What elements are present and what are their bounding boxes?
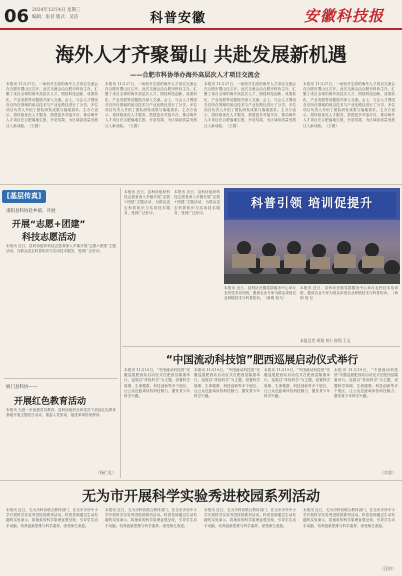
county1-continued-col-2: 本报讯 近日，县科协组织科技志愿者深入乡镇开展“志愿+团建”主题活动，为群众送去科普知识与实用技术服务，受到广泛好评。 [174,190,220,215]
section-label: [基层传真] [6,192,42,200]
section-title: 科普安徽 [150,11,207,26]
story3-col-3: 本报讯 近日，无为市科协联合教体部门，在全市多所中小学开展科学实验秀进校园系列活动。科普老师通过生动有趣的实验演示，将抽象的科学原理直观呈现，引导学生动手动脑，培养创新思维与科学素养，深受师生欢迎。 [204,508,296,528]
news-photo [224,188,400,284]
photo-credit: 本报记者 周翔 刘小 崔翔 王文 [300,338,351,343]
story2-col-1: 本报讯 11月19日，“中国流动科技馆”安徽巡展肥西站启动仪式在肥西县隆重举行。巡展以“体验科学”为主题，设置科学原理、生命健康、科技创新等多个展区，让公众近距离体验科技魅力，激发青少年科学兴趣。 [124,368,190,399]
issue-date: 2024年12月4日 星期三 [32,8,81,13]
divider [120,188,121,478]
county2-body: 本报讯 为进一步加强党员教育，县科协组织全体党员干部赴红色教育基地开展主题党日活动，重温入党誓词，接受革命传统教育。 [6,408,116,418]
divider [0,480,402,481]
lead-col-2: 本报讯 11月27日，一场别开生面的海外人才项目交流会在合肥市蜀山区召开。此次交流会由合肥市科协主办，汇聚了来自全球的海外高层次人才，围绕科技创新、成果转化、产业发展等话题展开深入交流。会上，与会人才围绕各自所在领域的前沿技术与产业化路径进行了分享，多位项目负责人介绍了团队研发成果与落地需求。主办方表示，将持续优化人才服务，搭建更多对接平台，推动海外人才项目在合肥落地生根、开花结果，为区域高质量发展注入新动能。（王娟） [105,82,197,128]
county1-kicker: 肃阳县科协赴乡镇、开展 [6,209,56,214]
county2-kicker: 枞门县科协—— [6,385,38,390]
story2-col-2: 本报讯 11月19日，“中国流动科技馆”安徽巡展肥西站启动仪式在肥西县隆重举行。巡展以“体验科学”为主题，设置科学原理、生命健康、科技创新等多个展区，让公众近距离体验科技魅力，激发青少年科学兴趣。 [194,368,260,399]
photo-adjacent-col: 本报讯 近日，县科协在镇党群服务中心举办农民技术培训班，邀请农业专家为群众讲授农业种植技术与科普知识。（黄明 倪飞） [224,286,296,301]
story2-col-3: 本报讯 11月19日，“中国流动科技馆”安徽巡展肥西站启动仪式在肥西县隆重举行。巡展以“体验科学”为主题，设置科学原理、生命健康、科技创新等多个展区，让公众近距离体验科技魅力，激发青少年科学兴趣。 [264,368,330,399]
divider [0,184,402,185]
story3-col-4: 本报讯 近日，无为市科协联合教体部门，在全市多所中小学开展科学实验秀进校园系列活动。科普老师通过生动有趣的实验演示，将抽象的科学原理直观呈现，引导学生动手动脑，培养创新思维与科学素养，深受师生欢迎。 [303,508,395,528]
story2-col-4: 本报讯 11月19日，“中国流动科技馆”安徽巡展肥西站启动仪式在肥西县隆重举行。巡展以“体验科学”为主题，设置科学原理、生命健康、科技创新等多个展区，让公众近距离体验科技魅力，激发青少年科学兴趣。 [334,368,398,399]
section-label-badge [2,190,46,203]
lead-headline: 海外人才齐聚蜀山 共赴发展新机遇 [55,44,347,66]
lead-subhead: ——合肥市科协举办海外高层次人才项目交流会 [130,72,260,79]
story2-headline: “中国流动科技馆”肥西巡展启动仪式举行 [165,354,359,366]
page-number: 06 [4,6,30,27]
lead-col-1: 本报讯 11月27日，一场别开生面的海外人才项目交流会在合肥市蜀山区召开。此次交流会由合肥市科协主办，汇聚了来自全球的海外高层次人才，围绕科技创新、成果转化、产业发展等话题展开深入交流。会上，与会人才围绕各自所在领域的前沿技术与产业化路径进行了分享，多位项目负责人介绍了团队研发成果与落地需求。主办方表示，将持续优化人才服务，搭建更多对接平台，推动海外人才项目在合肥落地生根、开花结果，为区域高质量发展注入新动能。（王娟） [6,82,98,128]
lead-col-4: 本报讯 11月27日，一场别开生面的海外人才项目交流会在合肥市蜀山区召开。此次交流会由合肥市科协主办，汇聚了来自全球的海外高层次人才，围绕科技创新、成果转化、产业发展等话题展开深入交流。会上，与会人才围绕各自所在领域的前沿技术与产业化路径进行了分享，多位项目负责人介绍了团队研发成果与落地需求。主办方表示，将持续优化人才服务，搭建更多对接平台，推动海外人才项目在合肥落地生根、开花结果，为区域高质量发展注入新动能。（王娟） [303,82,395,128]
masthead-logo: 安徽科技报 [304,7,385,25]
story2-source: （佘思） [380,470,396,475]
story3-col-1: 本报讯 近日，无为市科协联合教体部门，在全市多所中小学开展科学实验秀进校园系列活动。科普老师通过生动有趣的实验演示，将抽象的科学原理直观呈现，引导学生动手动脑，培养创新思维与科学素养，深受师生欢迎。 [6,508,98,528]
lead-col-3: 本报讯 11月27日，一场别开生面的海外人才项目交流会在合肥市蜀山区召开。此次交流会由合肥市科协主办，汇聚了来自全球的海外高层次人才，围绕科技创新、成果转化、产业发展等话题展开深入交流。会上，与会人才围绕各自所在领域的前沿技术与产业化路径进行了分享，多位项目负责人介绍了团队研发成果与落地需求。主办方表示，将持续优化人才服务，搭建更多对接平台，推动海外人才项目在合肥落地生根、开花结果，为区域高质量发展注入新动能。（王娟） [204,82,296,128]
divider [4,378,118,379]
story3-headline: 无为市开展科学实验秀进校园系列活动 [82,489,320,505]
story3-source: （汪怡） [380,566,396,571]
photo-overlay-caption: 科普引领 培训促提升 [250,196,374,210]
photo-caption: 本报讯 近日，县科协在镇党群服务中心举办农民技术培训班，邀请农业专家为群众讲授农业种植技术与科普知识。（黄明 倪飞） [300,286,398,301]
header-rule [0,28,402,30]
county1-continued-col-1: 本报讯 近日，县科协组织科技志愿者深入乡镇开展“志愿+团建”主题活动，为群众送去科普知识与实用技术服务，受到广泛好评。 [124,190,170,215]
divider [122,346,400,347]
county2-title: 开展红色教育活动 [14,397,87,407]
county1-title-1: 开展“志愿+团建” [12,220,86,230]
county2-source: （杨仁礼） [96,470,116,475]
issue-editor: 编辑：张君 版式：吴洁 [32,15,79,20]
county1-title-2: 科技志愿活动 [22,233,77,243]
county1-body: 本报讯 近日，县科协组织科技志愿者深入乡镇开展“志愿+团建”主题活动，为群众送去科普知识与实用技术服务，受到广泛好评。 [6,244,116,254]
page-header [0,0,402,34]
story3-col-2: 本报讯 近日，无为市科协联合教体部门，在全市多所中小学开展科学实验秀进校园系列活动。科普老师通过生动有趣的实验演示，将抽象的科学原理直观呈现，引导学生动手动脑，培养创新思维与科学素养，深受师生欢迎。 [105,508,197,528]
